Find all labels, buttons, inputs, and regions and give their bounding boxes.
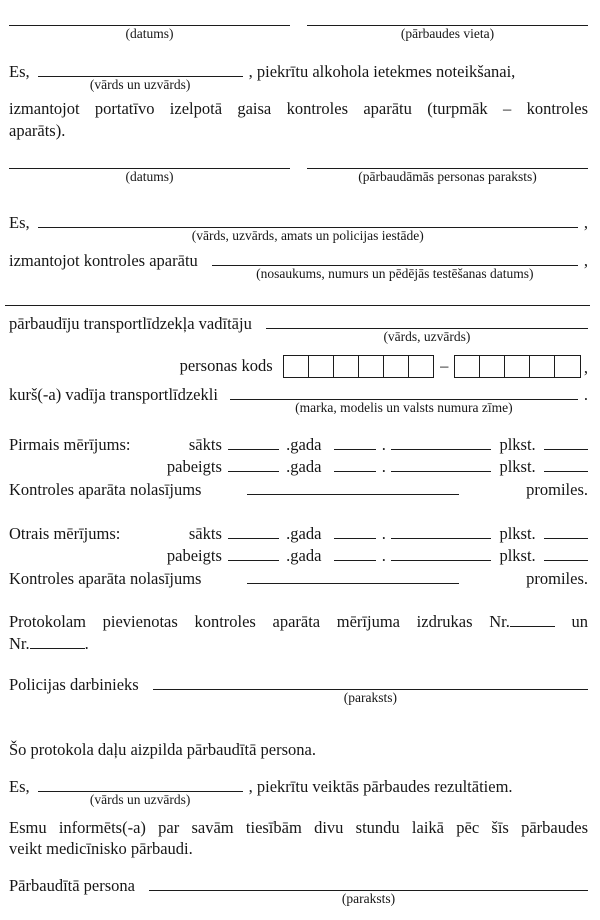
device-blank[interactable] — [212, 251, 578, 281]
personal-code-cell[interactable] — [504, 355, 531, 378]
device-comma: , — [583, 251, 588, 270]
personal-code-cell[interactable] — [554, 355, 581, 378]
result-es-text: Es, — [9, 776, 30, 796]
vehicle-blank[interactable] — [230, 385, 578, 415]
measurement1-finish-row — [9, 457, 588, 477]
date-blank[interactable] — [9, 12, 290, 41]
personal-code-row — [9, 354, 588, 378]
date2-label: (datums) — [125, 169, 174, 184]
checked-person-signature-blank[interactable] — [307, 155, 588, 184]
gada-text: .gada — [286, 524, 322, 543]
printouts-line2 — [9, 633, 588, 655]
consent-statement-row — [9, 62, 588, 92]
date-place-line-pair — [9, 12, 588, 41]
driver-name-blank[interactable] — [266, 314, 588, 344]
officer-es-text: Es, — [9, 213, 30, 232]
police-signature-blank[interactable] — [153, 675, 588, 705]
gada-text: .gada — [286, 546, 322, 565]
dot-text: . — [381, 435, 386, 454]
m1-start-time-blank[interactable] — [544, 435, 588, 450]
plkst-text: plkst. — [499, 435, 536, 454]
person-signature-blank[interactable] — [149, 876, 588, 906]
vehicle-period: . — [583, 385, 588, 404]
measurement1-start-row — [9, 435, 588, 455]
plkst-text: plkst. — [499, 524, 536, 543]
checked-person-text: Pārbaudītā persona — [9, 875, 135, 895]
driver-row — [9, 314, 588, 344]
personal-code-group-2 — [454, 355, 581, 378]
result-name-blank[interactable] — [38, 777, 243, 807]
officer-comma: , — [583, 213, 588, 232]
started-text: sākts — [188, 524, 222, 543]
measurement2-title: Otrais mērījums: — [9, 524, 121, 543]
date-label: (datums) — [125, 26, 174, 41]
consent-name-label: (vārds un uzvārds) — [89, 77, 191, 92]
m1-start-year-blank[interactable] — [228, 435, 279, 450]
measurement1-reading-row — [9, 480, 588, 500]
checked-person-signature-label: (pārbaudāmās personas paraksts) — [358, 169, 537, 184]
consent-es-text: Es, — [9, 62, 30, 81]
driver-name-label: (vārds, uzvārds) — [383, 329, 471, 344]
test-place-label: (pārbaudes vieta) — [400, 26, 495, 41]
consent-body-line1: izmantojot portatīvo izelpotā gaisa kontroles aparātu (turpmāk – kontroles — [9, 99, 588, 118]
personal-code-cell[interactable] — [408, 355, 435, 378]
promiles-text: promiles. — [526, 569, 588, 588]
m1-start-day-blank[interactable] — [334, 435, 375, 450]
promiles-text: promiles. — [526, 480, 588, 499]
personal-code-cell[interactable] — [454, 355, 481, 378]
personal-code-cell[interactable] — [479, 355, 506, 378]
person-signature-label: (paraksts) — [341, 890, 396, 906]
officer-identity-blank[interactable] — [38, 213, 578, 243]
printouts-line1 — [9, 611, 588, 633]
m2-start-day-blank[interactable] — [334, 524, 375, 539]
personal-code-cell[interactable] — [358, 355, 385, 378]
printouts-nr2-text: Nr. — [9, 634, 30, 653]
m1-start-month-blank[interactable] — [391, 435, 492, 450]
reading-text: Kontroles aparāta nolasījums — [9, 480, 202, 499]
gada-text: .gada — [286, 457, 322, 476]
consent-agree-text: , piekrītu alkohola ietekmes noteikšanai, — [248, 62, 516, 81]
personal-code-label: personas kods — [179, 356, 273, 375]
checked-person-signature-row — [9, 875, 588, 906]
personal-code-dash: – — [440, 356, 449, 375]
m2-finish-month-blank[interactable] — [391, 546, 492, 561]
measurement2-reading-row — [9, 569, 588, 589]
device-label: (nosaukums, numurs un pēdējās testēšanas datums) — [256, 266, 534, 281]
measurement2-start-row — [9, 524, 588, 544]
police-officer-text: Policijas darbinieks — [9, 675, 139, 694]
consent-name-blank[interactable] — [38, 62, 243, 92]
m2-finish-year-blank[interactable] — [228, 546, 279, 561]
measurement2-finish-row — [9, 546, 588, 566]
personal-code-cell[interactable] — [529, 355, 556, 378]
result-agree-text: , piekrītu veiktās pārbaudes rezultātiem. — [248, 776, 513, 796]
gada-text: .gada — [286, 435, 322, 454]
m2-reading-blank[interactable] — [247, 569, 459, 584]
m2-finish-day-blank[interactable] — [334, 546, 375, 561]
personal-code-cell[interactable] — [308, 355, 335, 378]
vehicle-prefix-text: kurš(-a) vadīja transportlīdzekli — [9, 385, 218, 404]
date-signature-line-pair — [9, 155, 588, 184]
result-name-label: (vārds un uzvārds) — [89, 791, 191, 807]
printouts-period: . — [84, 634, 89, 653]
m1-finish-month-blank[interactable] — [391, 457, 492, 472]
police-signature-row — [9, 675, 588, 705]
dot-text: . — [381, 524, 386, 543]
m2-start-year-blank[interactable] — [228, 524, 279, 539]
test-place-blank[interactable] — [307, 12, 588, 41]
reading-text: Kontroles aparāta nolasījums — [9, 569, 202, 588]
personal-code-comma: , — [583, 358, 588, 377]
dot-text: . — [381, 546, 386, 565]
personal-code-cell[interactable] — [333, 355, 360, 378]
consent-body-line2: aparāts). — [9, 120, 66, 140]
section-divider — [5, 305, 590, 306]
personal-code-cell[interactable] — [383, 355, 410, 378]
vehicle-row — [9, 385, 588, 415]
officer-statement-row — [9, 213, 588, 243]
device-prefix-text: izmantojot kontroles aparātu — [9, 251, 198, 270]
result-consent-row — [9, 776, 588, 807]
started-text: sākts — [188, 435, 222, 454]
finished-text: pabeigts — [166, 546, 222, 565]
m2-start-month-blank[interactable] — [391, 524, 492, 539]
personal-code-group-1 — [283, 355, 435, 378]
m2-start-time-blank[interactable] — [544, 524, 588, 539]
printouts-text: Protokolam pievienotas kontroles aparāta mērījuma izdrukas Nr. — [9, 612, 510, 631]
m1-finish-year-blank[interactable] — [228, 457, 279, 472]
measurement1-title: Pirmais mērījums: — [9, 435, 131, 454]
device-row — [9, 251, 588, 281]
rights-info-line2: veikt medicīnisko pārbaudi. — [9, 839, 193, 858]
m1-finish-day-blank[interactable] — [334, 457, 375, 472]
personal-code-cell[interactable] — [283, 355, 310, 378]
printout-nr2-blank[interactable] — [30, 634, 85, 649]
m1-finish-time-blank[interactable] — [544, 457, 588, 472]
vehicle-label: (marka, modelis un valsts numura zīme) — [295, 400, 513, 415]
rights-info-line1: Esmu informēts(-a) par savām tiesībām divu stundu laikā pēc šīs pārbaudes — [9, 817, 588, 837]
printouts-un-text: un — [571, 612, 588, 631]
police-signature-label: (paraksts) — [343, 690, 397, 705]
m1-reading-blank[interactable] — [247, 480, 459, 495]
dot-text: . — [381, 457, 386, 476]
checked-person-section-heading: Šo protokola daļu aizpilda pārbaudītā persona. — [9, 740, 316, 759]
plkst-text: plkst. — [499, 546, 536, 565]
driver-prefix-text: pārbaudīju transportlīdzekļa vadītāju — [9, 314, 252, 333]
m2-finish-time-blank[interactable] — [544, 546, 588, 561]
plkst-text: plkst. — [499, 457, 536, 476]
date2-blank[interactable] — [9, 155, 290, 184]
printout-nr1-blank[interactable] — [510, 612, 555, 627]
finished-text: pabeigts — [166, 457, 222, 476]
officer-identity-label: (vārds, uzvārds, amats un policijas iestāde) — [191, 228, 424, 243]
